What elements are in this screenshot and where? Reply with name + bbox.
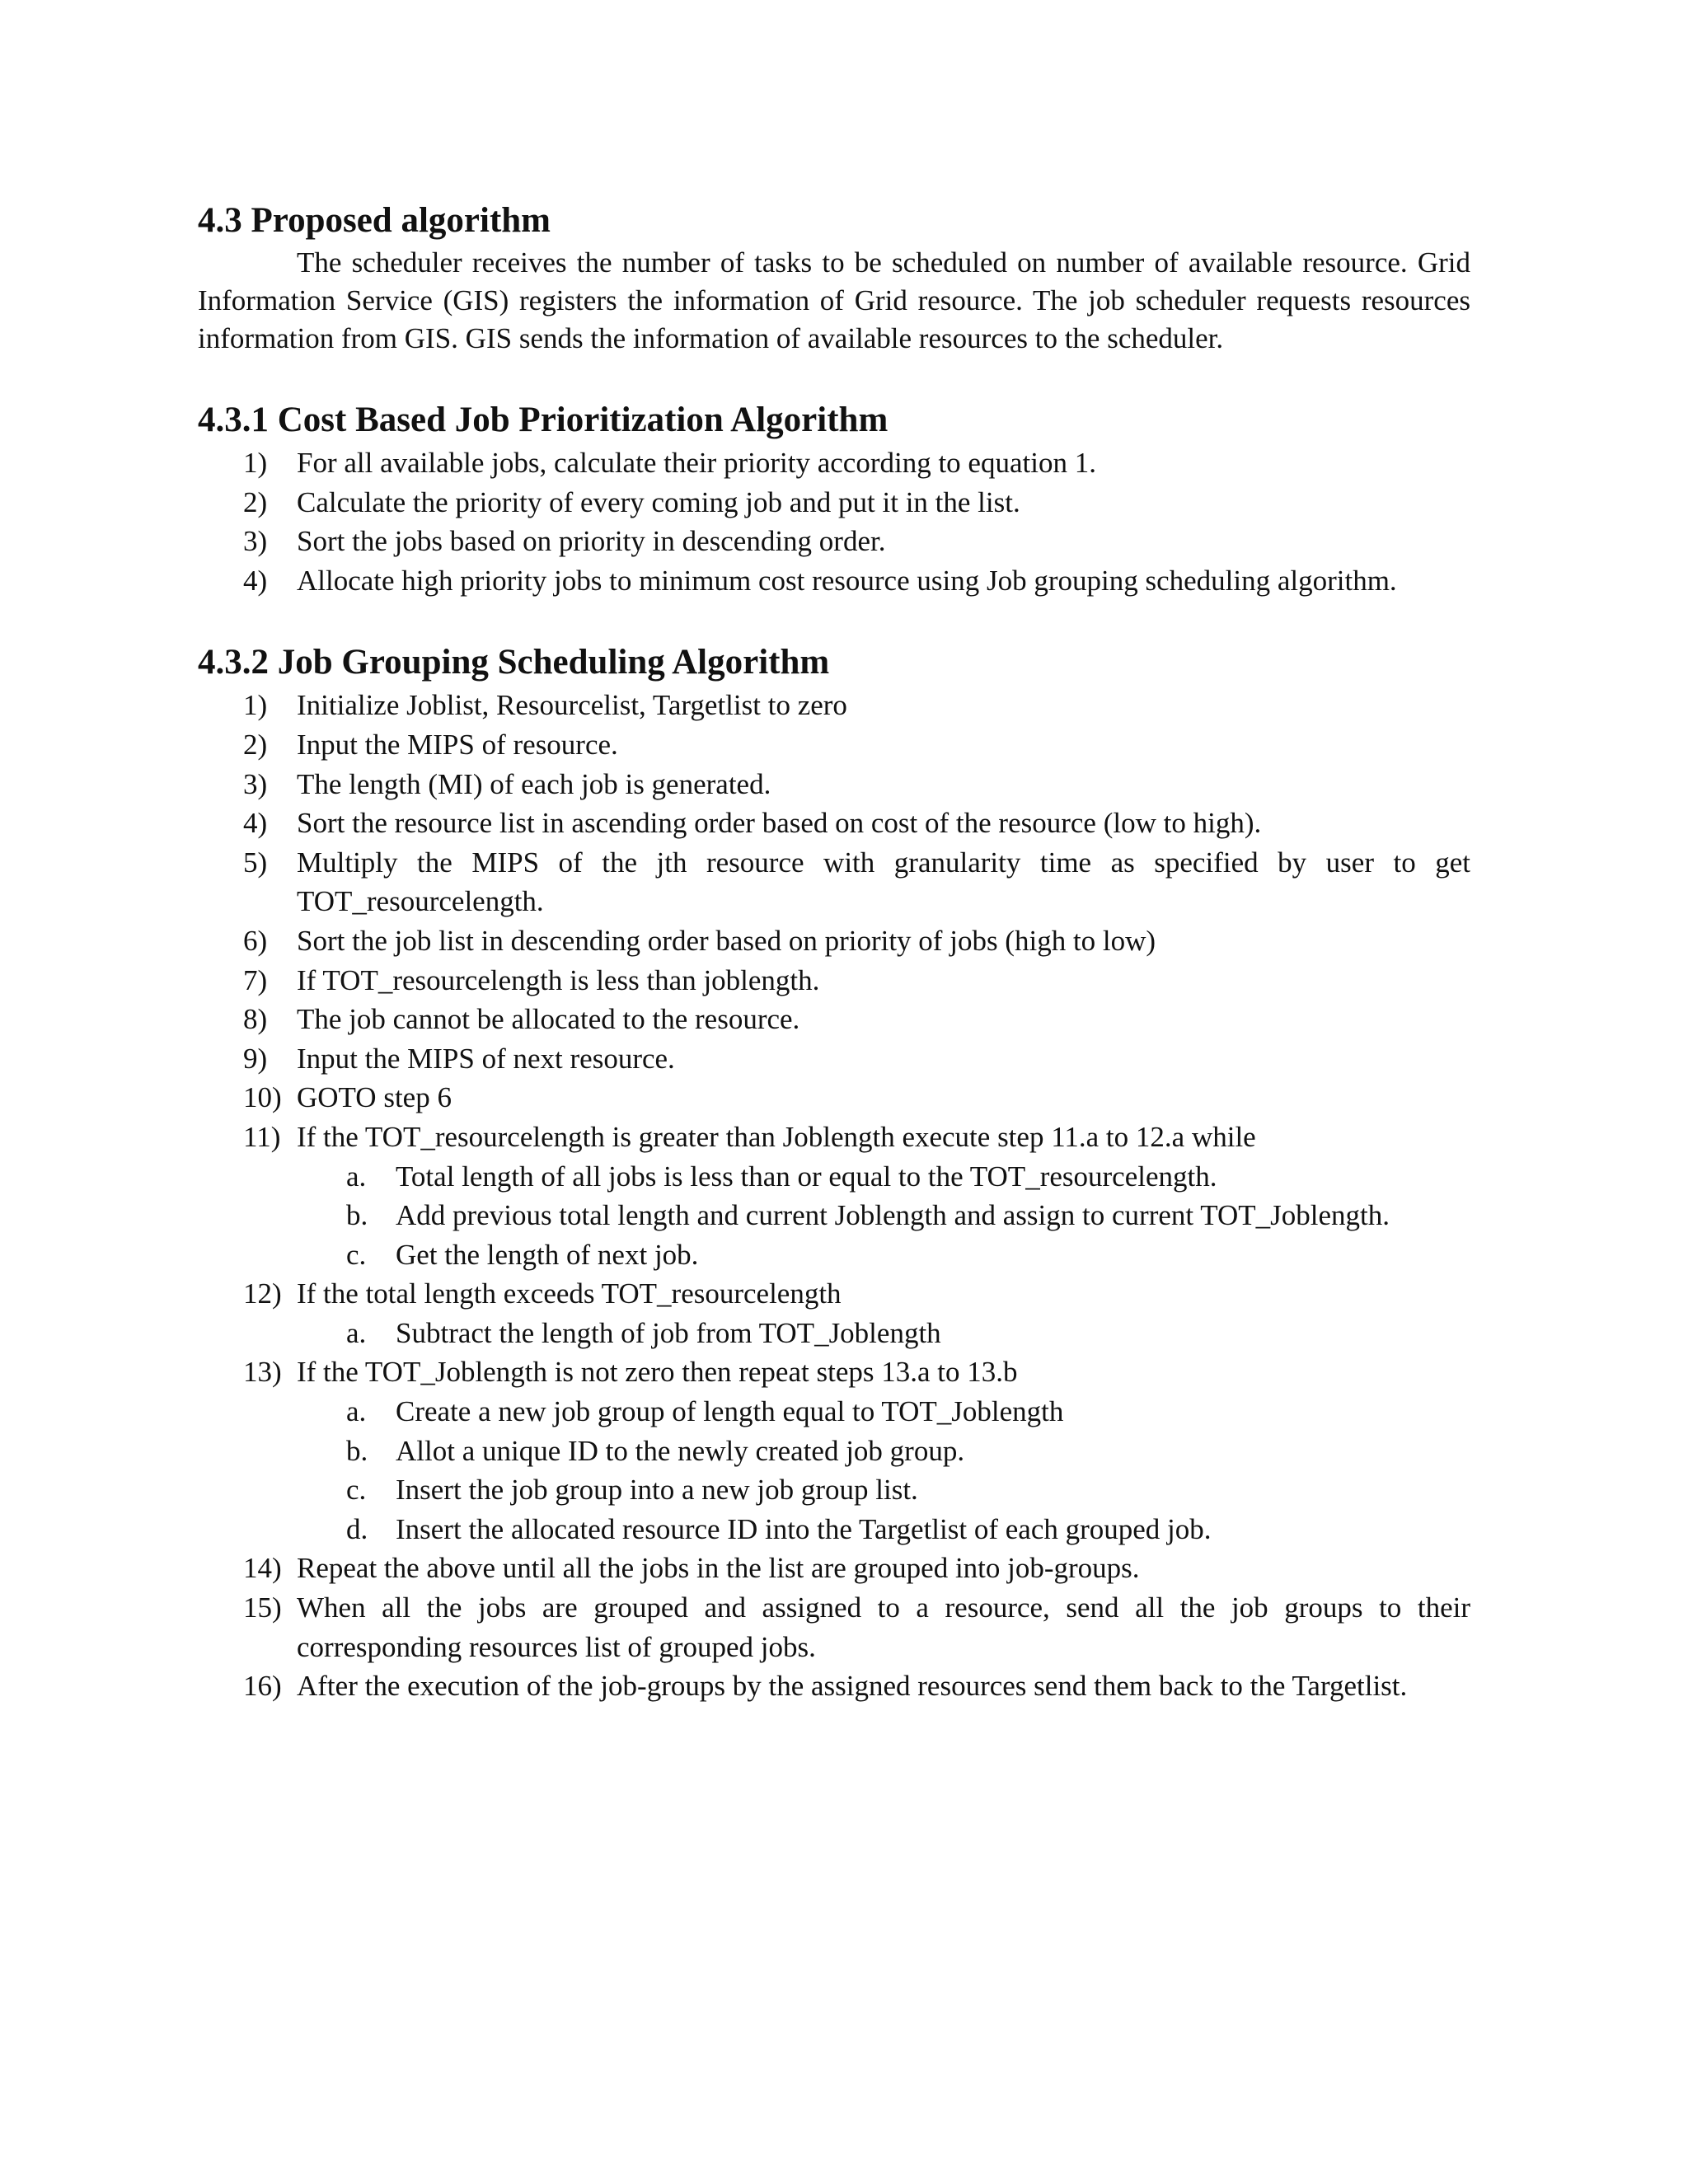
- step-text: If the total length exceeds TOT_resourcelength: [297, 1277, 842, 1310]
- step-text: Initialize Joblist, Resourcelist, Targetlist to zero: [297, 689, 847, 722]
- step-number: 6): [243, 924, 268, 957]
- sub-step-letter: d.: [346, 1512, 368, 1545]
- sub-step: [297, 1157, 1470, 1197]
- step-number: 1): [243, 689, 268, 722]
- sub-steps-list: [297, 1392, 1470, 1549]
- step-text: Sort the jobs based on priority in descending order.: [297, 525, 886, 558]
- step-number: 4): [243, 807, 268, 840]
- cost-step: [198, 443, 1470, 483]
- sub-step-text: Subtract the length of job from TOT_Joblength: [396, 1316, 941, 1349]
- step-number: 9): [243, 1042, 268, 1075]
- sub-step: [297, 1470, 1470, 1510]
- step-number: 1): [243, 447, 268, 479]
- step-text: When all the jobs are grouped and assigned to a resource, send all the job groups to their corresponding resources list of grouped jobs.: [297, 1591, 1470, 1663]
- step-text: Calculate the priority of every coming job and put it in the list.: [297, 485, 1020, 518]
- step-number: 13): [243, 1356, 282, 1389]
- step-number: 10): [243, 1081, 282, 1114]
- sub-step-letter: c.: [346, 1474, 367, 1507]
- grouping-step: [198, 843, 1470, 921]
- grouping-step: [198, 921, 1470, 961]
- sub-step-letter: b.: [346, 1199, 368, 1232]
- step-number: 7): [243, 963, 268, 996]
- sub-step-letter: b.: [346, 1434, 368, 1467]
- sub-step: [297, 1432, 1470, 1471]
- grouping-step: [198, 961, 1470, 1001]
- cost-based-heading: 4.3.1 Cost Based Job Prioritization Algorithm: [198, 401, 889, 439]
- step-text: Input the MIPS of next resource.: [297, 1042, 675, 1075]
- step-number: 14): [243, 1552, 282, 1585]
- sub-step-text: Create a new job group of length equal to TOT_Joblength: [396, 1395, 1064, 1428]
- grouping-step: [198, 1588, 1470, 1666]
- sub-step-text: Total length of all jobs is less than or equal to the TOT_resourcelength.: [396, 1160, 1217, 1193]
- step-text: GOTO step 6: [297, 1081, 452, 1114]
- cost-step: [198, 561, 1470, 601]
- step-number: 3): [243, 525, 268, 558]
- sub-step-letter: a.: [346, 1395, 367, 1428]
- grouping-step: [198, 765, 1470, 804]
- grouping-step: [198, 1666, 1470, 1706]
- sub-step-letter: a.: [346, 1160, 367, 1193]
- sub-step-letter: a.: [346, 1316, 367, 1349]
- sub-step: [297, 1235, 1470, 1275]
- step-number: 12): [243, 1277, 282, 1310]
- step-text: Input the MIPS of resource.: [297, 728, 618, 761]
- sub-step: [297, 1392, 1470, 1432]
- step-text: If the TOT_resourcelength is greater than Joblength execute step 11.a to 12.a while: [297, 1120, 1256, 1153]
- step-number: 16): [243, 1670, 282, 1703]
- sub-step-text: Get the length of next job.: [396, 1238, 699, 1271]
- step-text: If TOT_resourcelength is less than joblength.: [297, 963, 820, 996]
- step-number: 2): [243, 485, 268, 518]
- step-text: The job cannot be allocated to the resource.: [297, 1003, 800, 1036]
- step-number: 15): [243, 1591, 282, 1624]
- sub-step-text: Insert the job group into a new job group list.: [396, 1474, 918, 1507]
- document-page: [198, 198, 1470, 1706]
- grouping-step: [198, 1078, 1470, 1118]
- step-text: Repeat the above until all the jobs in the list are grouped into job-groups.: [297, 1552, 1140, 1585]
- sub-step: [297, 1314, 1470, 1353]
- sub-step-text: Add previous total length and current Joblength and assign to current TOT_Joblength.: [396, 1199, 1390, 1232]
- step-text: Allocate high priority jobs to minimum cost resource using Job grouping scheduling algorithm.: [297, 564, 1397, 597]
- step-text: Multiply the MIPS of the jth resource with granularity time as specified by user to get TOT_resourcelength.: [297, 846, 1470, 918]
- grouping-step: [198, 1352, 1470, 1549]
- step-number: 2): [243, 728, 268, 761]
- grouping-step: [198, 686, 1470, 725]
- grouping-step: [198, 1274, 1470, 1352]
- job-grouping-heading: 4.3.2 Job Grouping Scheduling Algorithm: [198, 643, 830, 682]
- grouping-step: [198, 1039, 1470, 1079]
- step-number: 5): [243, 846, 268, 879]
- section-heading: 4.3 Proposed algorithm: [198, 201, 551, 240]
- grouping-step: [198, 725, 1470, 765]
- grouping-step: [198, 1549, 1470, 1588]
- step-number: 8): [243, 1003, 268, 1036]
- sub-step: [297, 1510, 1470, 1549]
- sub-step: [297, 1196, 1470, 1235]
- cost-step: [198, 522, 1470, 561]
- step-text: Sort the job list in descending order based on priority of jobs (high to low): [297, 924, 1156, 957]
- grouping-step: [198, 1118, 1470, 1274]
- step-number: 4): [243, 564, 268, 597]
- sub-step-text: Insert the allocated resource ID into the Targetlist of each grouped job.: [396, 1512, 1212, 1545]
- step-text: Sort the resource list in ascending order based on cost of the resource (low to high).: [297, 807, 1262, 840]
- step-text: The length (MI) of each job is generated.: [297, 767, 771, 800]
- section-intro-paragraph: The scheduler receives the number of tasks to be scheduled on number of available resource. Grid Information Service (GIS) registers the information of Grid resource. The job scheduler requests resources information from GIS. GIS sends the information of available resources to the scheduler.: [198, 246, 1470, 354]
- cost-based-steps-list: [198, 443, 1470, 600]
- cost-step: [198, 483, 1470, 523]
- step-number: 3): [243, 767, 268, 800]
- step-text: If the TOT_Joblength is not zero then repeat steps 13.a to 13.b: [297, 1356, 1018, 1389]
- step-text: After the execution of the job-groups by the assigned resources send them back to the Targetlist.: [297, 1670, 1408, 1703]
- job-grouping-steps-list: [198, 686, 1470, 1705]
- grouping-step: [198, 804, 1470, 843]
- step-text: For all available jobs, calculate their priority according to equation 1.: [297, 447, 1096, 479]
- grouping-step: [198, 1000, 1470, 1039]
- sub-step-text: Allot a unique ID to the newly created job group.: [396, 1434, 965, 1467]
- sub-steps-list: [297, 1314, 1470, 1353]
- sub-steps-list: [297, 1157, 1470, 1275]
- step-number: 11): [243, 1120, 281, 1153]
- sub-step-letter: c.: [346, 1238, 367, 1271]
